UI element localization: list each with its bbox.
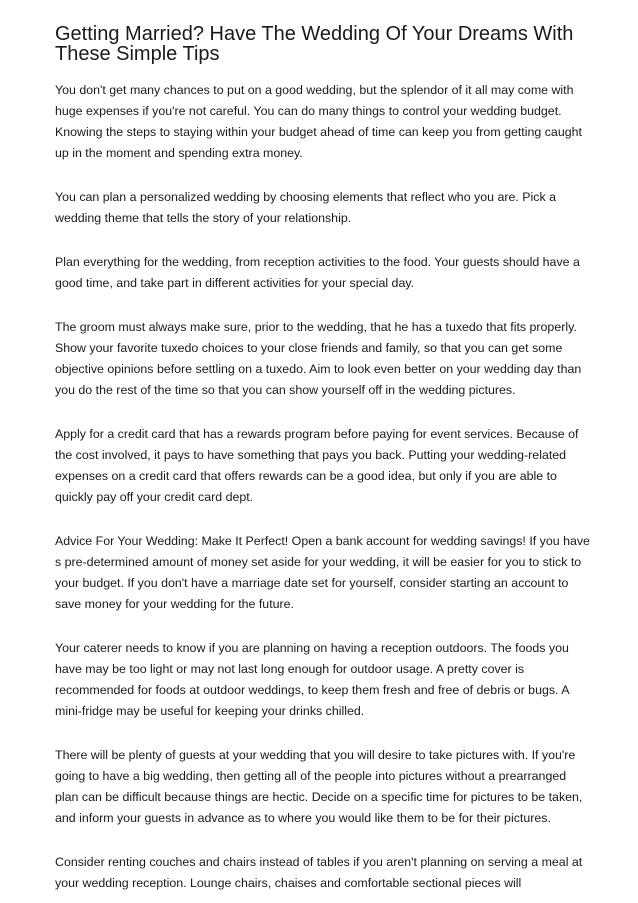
paragraph-bank-account: Advice For Your Wedding: Make It Perfect! Open a bank account for wedding savings! If you have s pre-determined amount of money set aside for your wedding, it will be easier for you to stick to your budget. If you don't have a marriage date set for yourself, consider starting an account to save money for your wedding for the future. <box>55 534 590 611</box>
paragraph-caterer: Your caterer needs to know if you are planning on having a reception outdoors. The foods you have may be too light or may not last long enough for outdoor usage. A pretty cover is recommended for foods at outdoor weddings, to keep them fresh and free of debris or bugs. A mini-fridge may be useful for keeping your drinks chilled. <box>55 641 569 718</box>
paragraph-credit-card: Apply for a credit card that has a rewards program before paying for event services. Because of the cost involved, it pays to have something that pays you back. Putting your wedding-related expenses on a credit card that offers rewards can be a good idea, but only if you are able to quickly pay off your credit card dept. <box>55 427 579 504</box>
paragraph-couches: Consider renting couches and chairs instead of tables if you aren't planning on serving a meal at your wedding reception. Lounge chairs, chaises and comfortable sectional pieces will <box>55 855 583 890</box>
article-body <box>55 80 590 894</box>
paragraph-pictures: There will be plenty of guests at your wedding that you will desire to take pictures with. If you're going to have a big wedding, then getting all of the people into pictures without a prearranged plan can be difficult because things are hectic. Decide on a specific time for pictures to be taken, and inform your guests in advance as to where you would like them to be for their pictures. <box>55 748 583 825</box>
paragraph-plan-everything: Plan everything for the wedding, from reception activities to the food. Your guests should have a good time, and take part in different activities for your special day. <box>55 255 580 290</box>
paragraph-personalized: You can plan a personalized wedding by choosing elements that reflect who you are. Pick a wedding theme that tells the story of your relationship. <box>55 190 556 225</box>
article <box>55 24 590 903</box>
article-title: Getting Married? Have The Wedding Of Your Dreams With These Simple Tips <box>55 23 574 65</box>
paragraph-budget: You don't get many chances to put on a good wedding, but the splendor of it all may come with huge expenses if you're not careful. You can do many things to control your wedding budget. Knowing the steps to staying within your budget ahead of time can keep you from getting caught up in the moment and spending extra money. <box>55 83 582 160</box>
paragraph-tuxedo: The groom must always make sure, prior to the wedding, that he has a tuxedo that fits properly. Show your favorite tuxedo choices to your close friends and family, so that you can get some objective opinions before settling on a tuxedo. Aim to look even better on your wedding day than you do the rest of the time so that you can show yourself off in the wedding pictures. <box>55 320 582 397</box>
